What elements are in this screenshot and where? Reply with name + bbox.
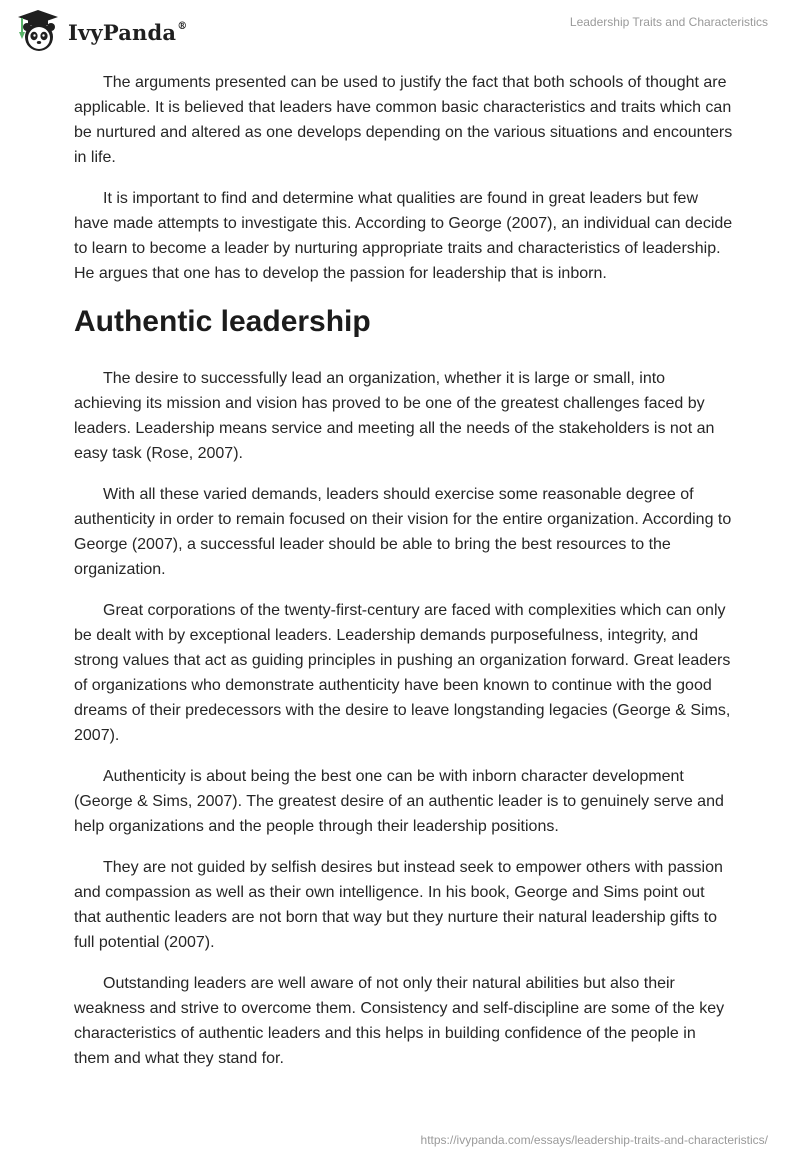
paragraph: Authenticity is about being the best one can be with inborn character development (George & Sims, 2007). The greatest desire of an authentic leader is to genuinely serve and help organizations and the people through their leadership positions.: [74, 768, 724, 835]
source-url[interactable]: https://ivypanda.com/essays/leadership-traits-and-characteristics/: [420, 1133, 768, 1147]
essay-content: [74, 70, 734, 1087]
paragraph: It is important to find and determine what qualities are found in great leaders but few have made attempts to investigate this. According to George (2007), an individual can decide to learn to become a leader by nurturing appropriate traits and characteristics of leadership. He argues that one has to develop the passion for leadership that is inborn.: [74, 190, 733, 282]
paragraph: The desire to successfully lead an organization, whether it is large or small, into achieving its mission and vision has proved to be one of the greatest challenges faced by leaders. Leadership means service and meeting all the needs of the stakeholders is not an easy task (Rose, 2007).: [74, 370, 715, 462]
page-header: [0, 0, 800, 60]
section-heading: Authentic leadership: [74, 305, 371, 338]
paragraph: With all these varied demands, leaders should exercise some reasonable degree of authenticity in order to remain focused on their vision for the entire organization. According to George (2007), a successful leader should be able to bring the best resources to the organization.: [74, 486, 732, 578]
document-title: Leadership Traits and Characteristics: [569, 15, 768, 29]
panda-graduate-icon: [14, 8, 62, 54]
ivypanda-logo[interactable]: [14, 8, 187, 54]
paragraph: Great corporations of the twenty-first-century are faced with complexities which can only be dealt with by exceptional leaders. Leadership demands purposefulness, integrity, and strong values that act as guiding principles in pushing an organization forward. Great leaders of organizations who demonstrate authenticity have been known to continue with the good dreams of their predecessors with the desire to leave longstanding legacies (George & Sims, 2007).: [74, 602, 731, 744]
brand-name: IvyPanda®: [68, 19, 188, 45]
paragraph: Outstanding leaders are well aware of not only their natural abilities but also their weakness and strive to overcome them. Consistency and self-discipline are some of the key characteristics of authentic leaders and this helps in building confidence of the people in them and what they stand for.: [74, 975, 725, 1067]
paragraph: They are not guided by selfish desires but instead seek to empower others with passion and compassion as well as their own intelligence. In his book, George and Sims point out that authentic leaders are not born that way but they nurture their natural leadership gifts to full potential (2007).: [74, 859, 723, 951]
paragraph: The arguments presented can be used to justify the fact that both schools of thought are applicable. It is believed that leaders have common basic characteristics and traits which can be nurtured and altered as one develops depending on the various situations and encounters in life.: [74, 74, 733, 166]
